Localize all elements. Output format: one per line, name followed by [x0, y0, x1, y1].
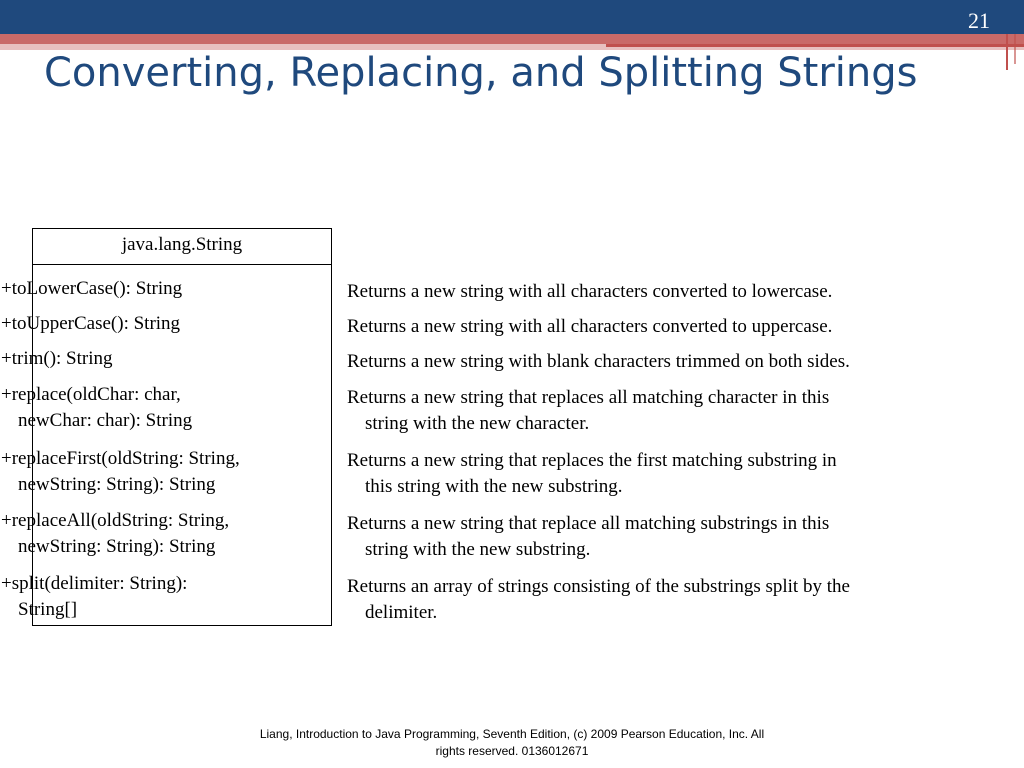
uml-class-name: java.lang.String	[33, 229, 331, 265]
description-text: Returns an array of strings consisting of the substrings split by the	[347, 576, 850, 597]
footer-line: rights reserved. 0136012671	[435, 744, 589, 758]
description-text-continued: delimiter.	[365, 602, 438, 623]
description-text-continued: string with the new character.	[365, 413, 590, 434]
description-text: Returns a new string with blank characters trimmed on both sides.	[347, 351, 850, 372]
description-text: Returns a new string with all characters converted to uppercase.	[347, 316, 833, 337]
footer-line: Liang, Introduction to Java Programming, Seventh Edition, (c) 2009 Pearson Education, Inc. All	[259, 727, 765, 741]
method-description	[347, 349, 987, 375]
method-signature-continued: newChar: char): String	[18, 410, 193, 431]
method-description	[347, 385, 987, 437]
uml-method	[1, 446, 301, 498]
uml-method	[1, 276, 301, 302]
description-text-continued: string with the new substring.	[365, 539, 591, 560]
uml-method	[1, 508, 301, 560]
uml-method	[1, 382, 301, 434]
method-description	[347, 448, 987, 500]
method-signature: +replace(oldChar: char,	[1, 384, 181, 405]
method-signature: +trim(): String	[1, 348, 113, 369]
method-signature-continued: newString: String): String	[18, 536, 216, 557]
method-signature: +toLowerCase(): String	[1, 278, 183, 299]
method-description	[347, 511, 987, 563]
method-signature-continued: newString: String): String	[18, 474, 216, 495]
description-text: Returns a new string with all characters converted to lowercase.	[347, 281, 833, 302]
uml-method	[1, 346, 301, 372]
method-description	[347, 279, 987, 305]
uml-method	[1, 571, 301, 623]
description-text: Returns a new string that replaces the first matching substring in	[347, 450, 837, 471]
slide-footer	[192, 726, 832, 760]
description-text: Returns a new string that replace all matching substrings in this	[347, 513, 830, 534]
method-signature: +replaceFirst(oldString: String,	[1, 448, 240, 469]
header-band	[0, 0, 1024, 34]
decorative-stripe	[1006, 34, 1008, 70]
slide-number: 21	[968, 8, 990, 33]
method-signature: +split(delimiter: String):	[1, 573, 188, 594]
slide-title: Converting, Replacing, and Splitting Strings	[44, 50, 918, 96]
method-description	[347, 314, 987, 340]
decorative-stripe	[1014, 34, 1016, 64]
header-accent-band	[0, 34, 1024, 44]
description-text: Returns a new string that replaces all matching character in this	[347, 387, 830, 408]
method-description	[347, 574, 987, 626]
description-text-continued: this string with the new substring.	[365, 476, 623, 497]
method-signature: +replaceAll(oldString: String,	[1, 510, 230, 531]
method-signature-continued: String[]	[18, 599, 78, 620]
uml-method	[1, 311, 301, 337]
method-signature: +toUpperCase(): String	[1, 313, 181, 334]
